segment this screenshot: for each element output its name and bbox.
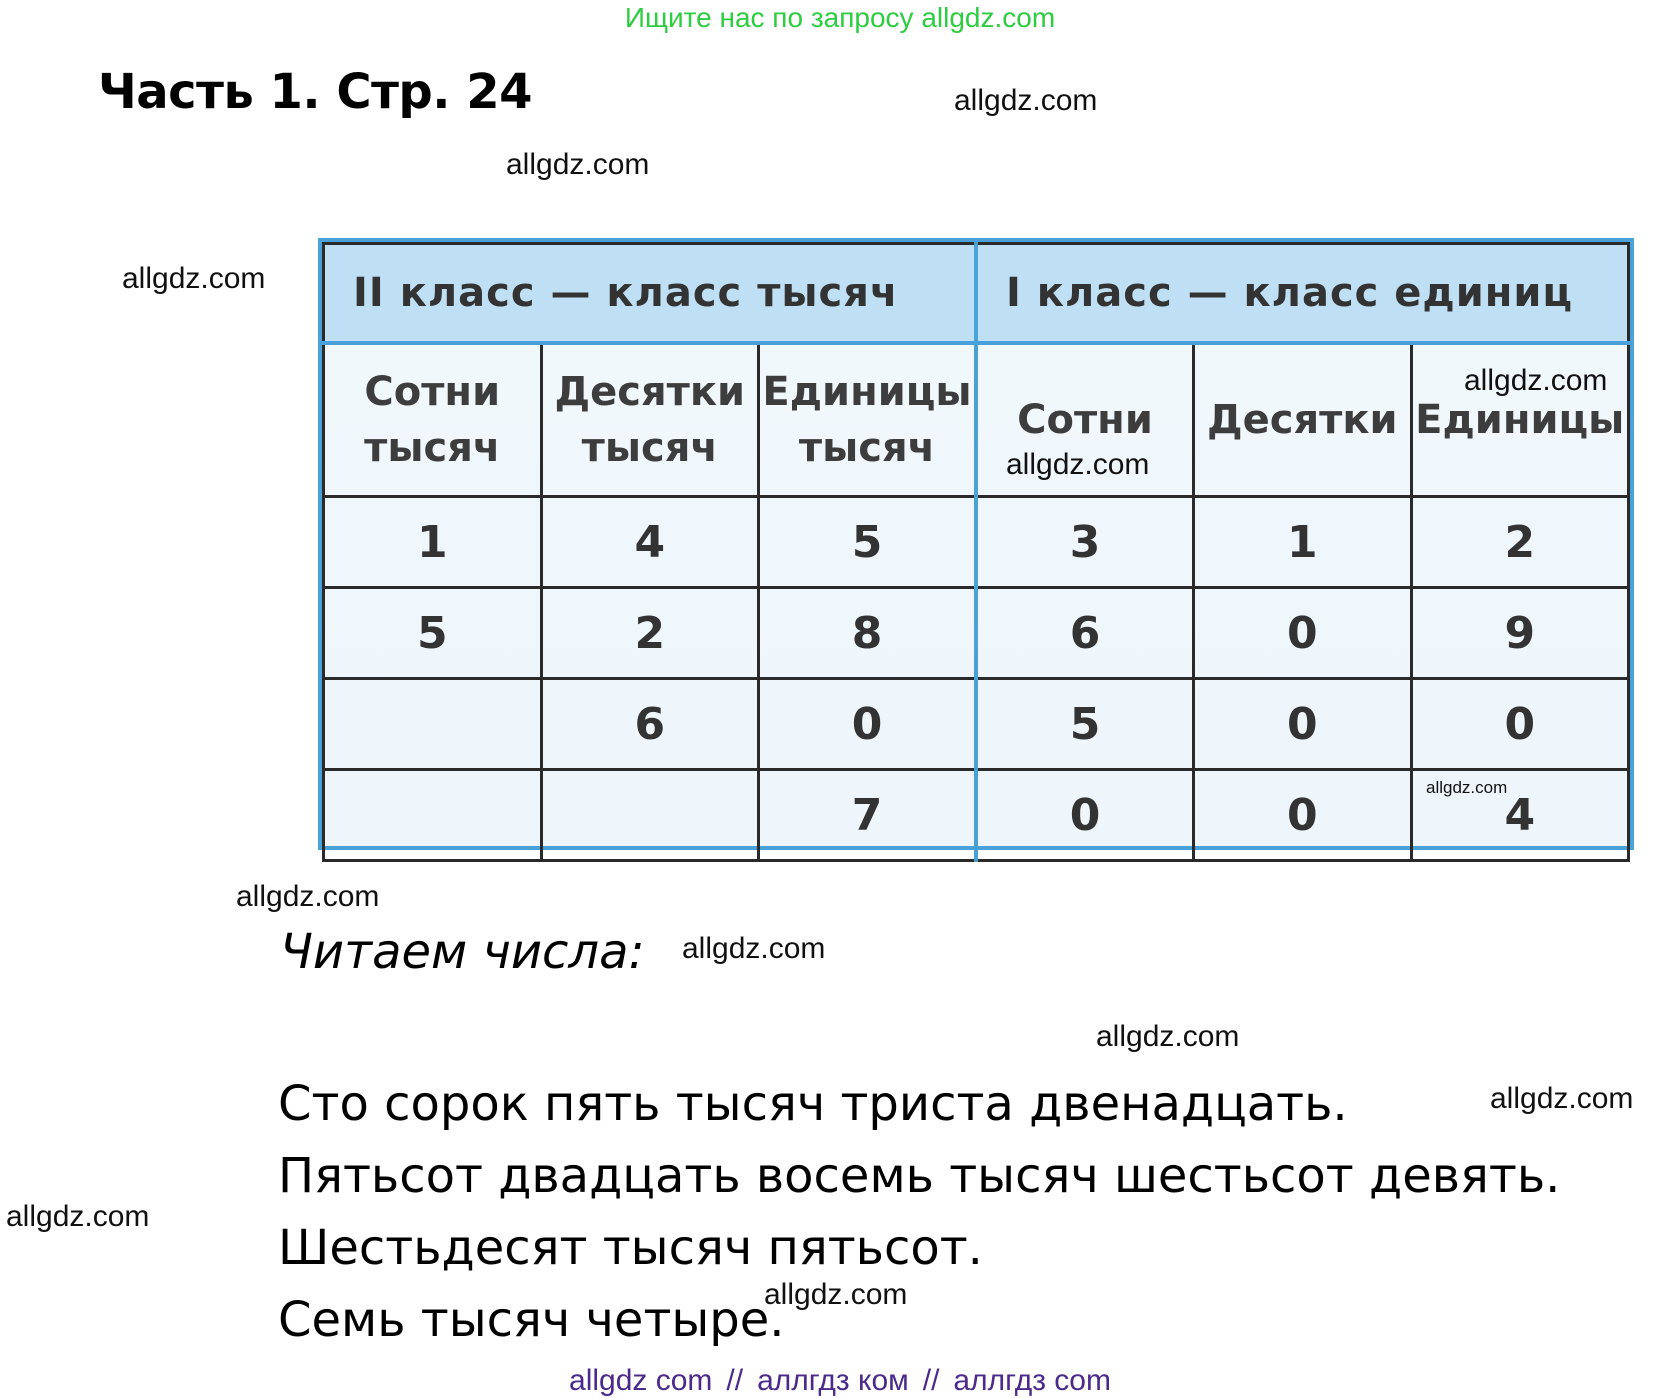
- footer-separator: //: [922, 1364, 940, 1397]
- digit-cell: 5: [759, 497, 977, 588]
- digit-cell: 1: [1194, 497, 1412, 588]
- rank-header-cell: Единицы: [1411, 343, 1629, 497]
- watermark: allgdz.com: [1096, 1020, 1240, 1053]
- digit-cell: 5: [976, 679, 1194, 770]
- digit-cell: 0: [1194, 770, 1412, 861]
- answer-line: Сто сорок пять тысяч триста двенадцать.: [278, 1076, 1348, 1132]
- watermark: allgdz.com: [236, 880, 380, 913]
- watermark: allgdz.com: [6, 1200, 150, 1233]
- watermark: allgdz.com: [1490, 1082, 1634, 1115]
- watermark: allgdz.com: [1006, 448, 1150, 481]
- footer-links: [0, 1364, 1680, 1398]
- digit-cell: 9: [1411, 588, 1629, 679]
- number-rank-table: [318, 238, 1634, 850]
- digit-cell: 5: [324, 588, 542, 679]
- digit-cell: 6: [541, 679, 759, 770]
- class-units-header: I класс — класс единиц: [976, 244, 1629, 344]
- rank-header-cell: Десятки тысяч: [541, 343, 759, 497]
- table-row: [324, 588, 1629, 679]
- top-banner-link[interactable]: Ищите нас по запросу allgdz.com: [624, 2, 1056, 33]
- answer-line: Пятьсот двадцать восемь тысяч шестьсот девять.: [278, 1148, 1561, 1204]
- digit-cell: 6: [976, 588, 1194, 679]
- watermark: allgdz.com: [764, 1278, 908, 1311]
- digit-cell: 3: [976, 497, 1194, 588]
- rank-header-cell: Десятки: [1194, 343, 1412, 497]
- table-row: [324, 497, 1629, 588]
- class-header-row: [324, 244, 1629, 344]
- digit-cell: 2: [1411, 497, 1629, 588]
- table-row: [324, 679, 1629, 770]
- digit-cell: 4: [1411, 770, 1629, 861]
- footer-link[interactable]: аллгдз com: [953, 1364, 1111, 1397]
- watermark: allgdz.com: [122, 262, 266, 295]
- footer-link[interactable]: allgdz com: [569, 1364, 713, 1397]
- rank-header-cell: Единицы тысяч: [759, 343, 977, 497]
- digit-cell: [324, 679, 542, 770]
- page-heading: Часть 1. Стр. 24: [98, 64, 533, 120]
- watermark: allgdz.com: [506, 148, 650, 181]
- digit-cell: 0: [976, 770, 1194, 861]
- footer-separator: //: [726, 1364, 744, 1397]
- watermark: allgdz.com: [1426, 778, 1508, 797]
- digit-cell: 0: [1194, 588, 1412, 679]
- digit-cell: [324, 770, 542, 861]
- answer-line: Семь тысяч четыре.: [278, 1292, 785, 1348]
- rank-header-cell: Сотни тысяч: [324, 343, 542, 497]
- digit-cell: 0: [1194, 679, 1412, 770]
- digit-cell: 7: [759, 770, 977, 861]
- watermark: allgdz.com: [1464, 364, 1608, 397]
- digit-cell: 8: [759, 588, 977, 679]
- rank-header-row: [324, 343, 1629, 497]
- digit-cell: [541, 770, 759, 861]
- rank-header-cell: Сотни: [976, 343, 1194, 497]
- digit-cell: 0: [1411, 679, 1629, 770]
- reading-title: Читаем числа:: [280, 924, 645, 980]
- digit-cell: 2: [541, 588, 759, 679]
- footer-link[interactable]: аллгдз ком: [757, 1364, 909, 1397]
- digit-cell: 1: [324, 497, 542, 588]
- watermark: allgdz.com: [954, 84, 1098, 117]
- class-thousands-header: II класс — класс тысяч: [324, 244, 977, 344]
- watermark: allgdz.com: [682, 932, 826, 965]
- digit-cell: 0: [759, 679, 977, 770]
- answer-line: Шестьдесят тысяч пятьсот.: [278, 1220, 983, 1276]
- digit-cell: 4: [541, 497, 759, 588]
